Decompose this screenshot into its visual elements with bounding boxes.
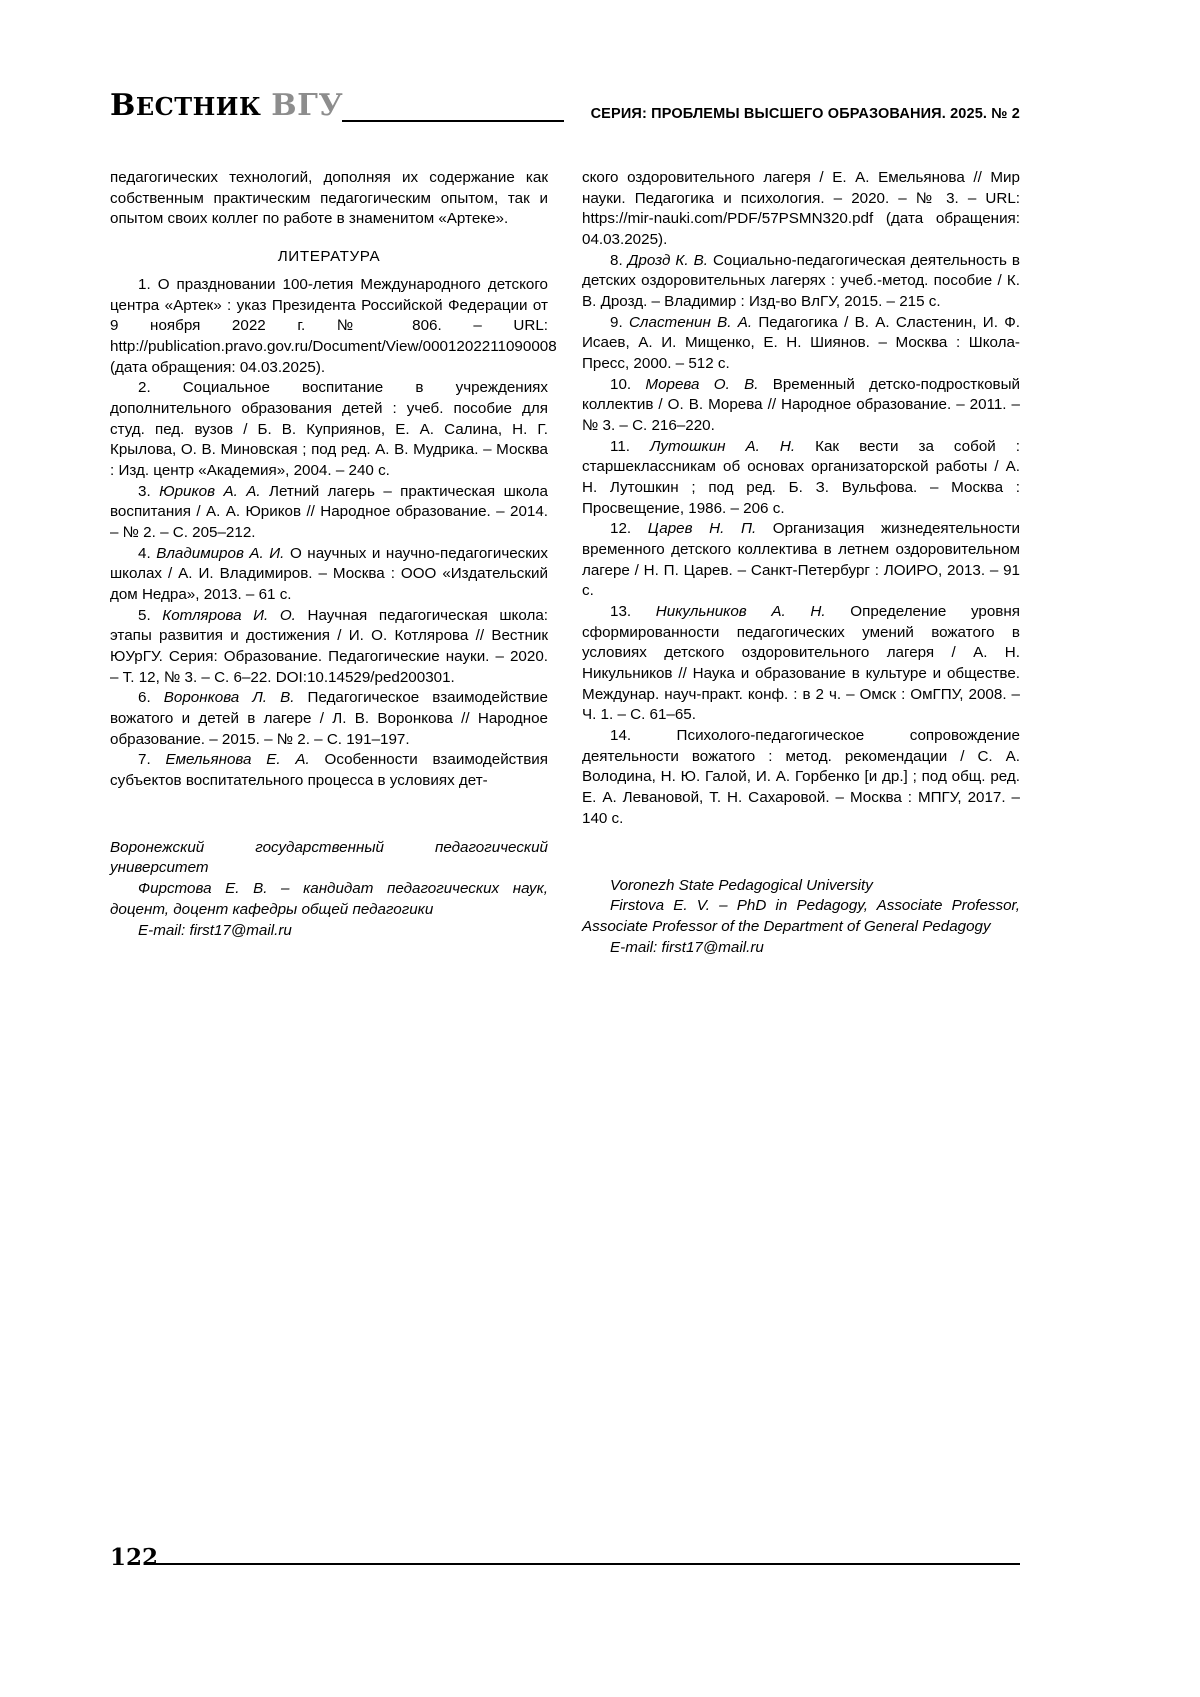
reference-item: 6. Воронкова Л. В. Педагогическое взаимодействие вожатого и детей в лагере / Л. В. Воронкова // Народное образование. – 2015. – № 2. – С. 191–197. xyxy=(110,689,548,748)
reference-item: 3. Юриков А. А. Летний лагерь – практическая школа воспитания / А. А. Юриков // Народное образование. – 2014. – № 2. – С. 205–212. xyxy=(110,482,548,542)
affiliation-ru-author: Фирстова Е. В. – кандидат педагогических наук, доцент, доцент кафедры общей педагогики xyxy=(110,880,548,918)
affiliation-ru-organization: Воронежский государственный педагогический университет xyxy=(110,838,548,877)
reference-item: 11. Лутошкин А. Н. Как вести за собой : старшеклассникам об основах организаторской работы / А. Н. Лутошкин ; под ред. Б. З. Вульфова. – Москва : Просвещение, 1986. – 206 с. xyxy=(582,437,1020,517)
page-number: 122 xyxy=(110,1544,159,1571)
reference-item: 1. О праздновании 100-летия Международного детского центра «Артек» : указ Президента Российской Федерации от 9 ноября 2022 г. № 806. – URL: http://publication.pravo.gov.ru/Document/View/0001202211090008 (дата обращения: 04.03.2025). xyxy=(110,276,557,376)
masthead-first-letter: В xyxy=(110,88,136,123)
reference-item: 7. Емельянова Е. А. Особенности взаимодействия субъектов воспитательного процесса в условиях дет- xyxy=(110,751,548,790)
reference-item: 4. Владимиров А. И. О научных и научно-педагогических школах / А. И. Владимиров. – Москва : ООО «Издательский дом Недра», 2013. – 61 с. xyxy=(110,544,548,604)
journal-masthead xyxy=(110,88,343,123)
reference-item: 9. Сластенин В. А. Педагогика / В. А. Сластенин, И. Ф. Исаев, А. И. Мищенко, Е. Н. Шиянов. – Москва : Школа-Пресс, 2000. – 512 с. xyxy=(582,313,1020,373)
affiliation-en-author: Firstova E. V. – PhD in Pedagogy, Associate Professor, Associate Professor of the Department of General Pedagogy xyxy=(582,897,1020,935)
reference-item-continued: ского оздоровительного лагеря / Е. А. Емельянова // Мир науки. Педагогика и психология. – 2020. – № 3. – URL: https://mir-nauki.com/PDF/57PSMN320.pdf (дата обращения: 04.03.2025). xyxy=(582,169,1020,249)
body-paragraph: педагогических технологий, дополняя их содержание как собственным практическим педагогическим опытом, так и опытом своих коллег по работе в знаменитом «Артеке». xyxy=(110,169,548,228)
reference-item: 14. Психолого-педагогическое сопровождение деятельности вожатого : метод. рекомендации / С. А. Володина, Н. Ю. Галой, И. А. Горбенко [и др.] ; под общ. ред. Е. А. Левановой, Т. Н. Сахаровой. – Москва : МПГУ, 2017. – 140 с. xyxy=(582,727,1020,827)
affiliation-en-email: E-mail: first17@mail.ru xyxy=(610,938,764,956)
reference-item: 13. Никульников А. Н. Определение уровня сформированности педагогических умений вожатого в условиях детского оздоровительного лагеря / А. Н. Никульников // Наука и образование в культуре и обществе. Междунар. науч-практ. конф. : в 2 ч. – Омск : ОмГПУ, 2008. – Ч. 1. – С. 61–65. xyxy=(582,603,1020,724)
affiliation-en xyxy=(582,876,1020,959)
masthead-rest: ЕСТНИК xyxy=(135,92,262,121)
affiliation-ru-email: E-mail: first17@mail.ru xyxy=(138,921,292,939)
right-column xyxy=(582,168,1020,958)
reference-item: 12. Царев Н. П. Организация жизнедеятельности временного детского коллектива в летнем оздоровительном лагере / Н. П. Царев. – Санкт-Петербург : ЛОИРО, 2013. – 91 с. xyxy=(582,520,1021,600)
reference-item: 10. Морева О. В. Временный детско-подростковый коллектив / О. В. Морева // Народное образование. – 2011. – № 3. – С. 216–220. xyxy=(582,375,1020,435)
reference-item: 2. Социальное воспитание в учреждениях дополнительного образования детей : учеб. пособие для студ. пед. вузов / Б. В. Куприянов, Е. А. Салина, Н. Г. Крылова, О. В. Миновская ; под ред. А. В. Мудрика. – Москва : Изд. центр «Академия», 2004. – 240 с. xyxy=(110,379,548,480)
page-header xyxy=(110,88,1020,134)
reference-item: 8. Дрозд К. В. Социально-педагогическая деятельность в детских оздоровительных лагерях : учеб.-метод. пособие / К. В. Дрозд. – Владимир : Изд-во ВлГУ, 2015. – 215 с. xyxy=(582,251,1020,311)
affiliation-ru xyxy=(110,838,548,941)
journal-series-line: СЕРИЯ: ПРОБЛЕМЫ ВЫСШЕГО ОБРАЗОВАНИЯ. 2025. № 2 xyxy=(590,106,1020,122)
affiliation-en-organization: Voronezh State Pedagogical University xyxy=(610,876,873,894)
header-divider xyxy=(342,120,564,122)
reference-item: 5. Котлярова И. О. Научная педагогическая школа: этапы развития и достижения / И. О. Котлярова // Вестник ЮУрГУ. Серия: Образование. Педагогические науки. – 2020. – Т. 12, № 3. – С. 6–22. DOI:10.14529/ped200301. xyxy=(110,606,549,686)
masthead-abbreviation: ВГУ xyxy=(271,88,344,123)
footer-divider xyxy=(152,1563,1020,1565)
references-heading: ЛИТЕРАТУРА xyxy=(277,248,381,266)
left-column xyxy=(110,168,557,941)
